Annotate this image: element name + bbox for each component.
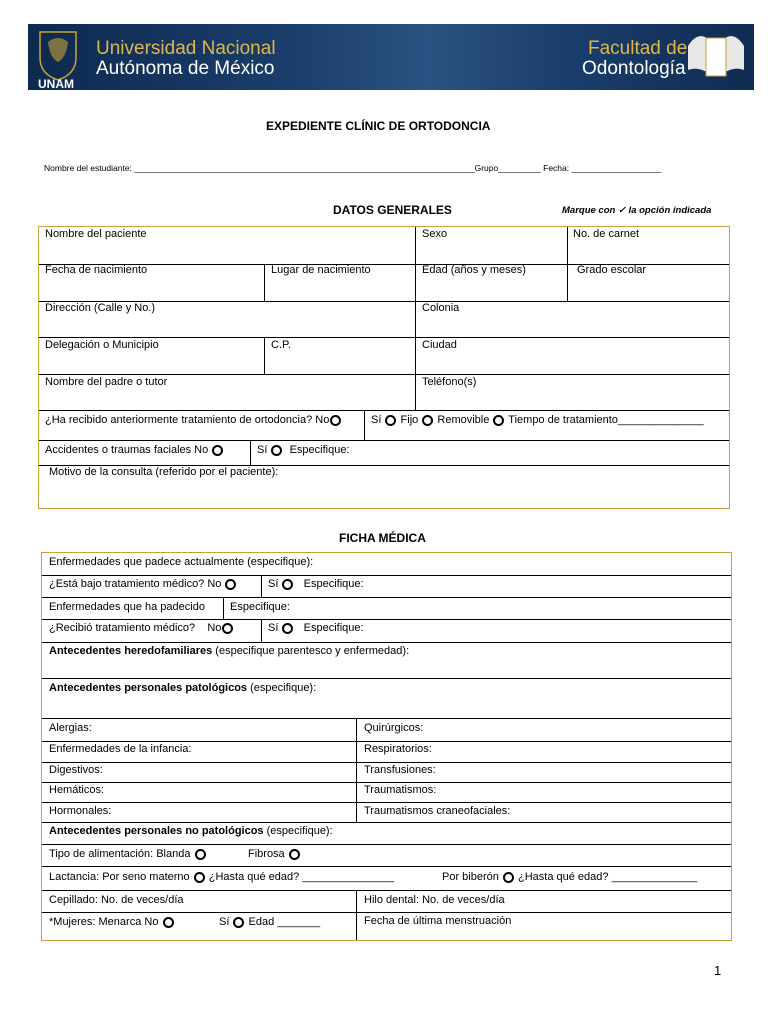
- field-padre-tutor[interactable]: Nombre del padre o tutor: [45, 376, 168, 388]
- removible-option-radio[interactable]: [493, 415, 504, 426]
- hasta-edad-biberon-field[interactable]: ¿Hasta qué edad? ______________: [518, 871, 698, 883]
- field-lugar-nacimiento[interactable]: Lugar de nacimiento: [271, 264, 371, 276]
- fibrosa-radio[interactable]: [289, 849, 300, 860]
- field-cp[interactable]: C.P.: [271, 339, 291, 351]
- enfermedades-actuales-field[interactable]: Enfermedades que padece actualmente (especifique):: [49, 556, 314, 568]
- tratamiento-medico-options: [268, 578, 364, 590]
- tiempo-tratamiento-field[interactable]: Tiempo de tratamiento______________: [508, 414, 704, 426]
- menstruacion-field[interactable]: Fecha de última menstruación: [364, 915, 512, 927]
- fijo-option-radio[interactable]: [422, 415, 433, 426]
- faculty-name-line1: Facultad de: [588, 38, 688, 59]
- accidentes-row: [45, 444, 224, 456]
- recibio-si-radio[interactable]: [282, 623, 293, 634]
- document-title: EXPEDIENTE CLÍNIC DE ORTODONCIA: [266, 119, 491, 133]
- field-direccion[interactable]: Dirección (Calle y No.): [45, 302, 156, 314]
- recibio-no-radio[interactable]: [222, 623, 233, 634]
- field-colonia[interactable]: Colonia: [422, 302, 460, 314]
- enfermedades-padecidas-label: Enfermedades que ha padecido: [49, 601, 205, 613]
- field-ciudad[interactable]: Ciudad: [422, 339, 457, 351]
- biberon-radio[interactable]: [503, 872, 514, 883]
- tratamiento-medico-no-radio[interactable]: [225, 579, 236, 590]
- alergias-field[interactable]: Alergias:: [49, 722, 92, 734]
- hasta-edad-seno-field[interactable]: ¿Hasta qué edad? _______________: [208, 871, 395, 883]
- field-sexo[interactable]: Sexo: [422, 228, 448, 240]
- recibio-tratamiento-row: [49, 622, 234, 634]
- no-patologicos-field[interactable]: Antecedentes personales no patológicos (especifique):: [49, 825, 333, 837]
- lactancia-label: Lactancia: Por seno materno: [49, 871, 190, 883]
- enfermedades-padecidas-field[interactable]: Especifique:: [230, 601, 290, 613]
- si-label: Sí: [257, 444, 268, 456]
- heredofamiliares-field[interactable]: Antecedentes heredofamiliares (especifique parentesco y enfermedad):: [49, 645, 410, 657]
- quirurgicos-field[interactable]: Quirúrgicos:: [364, 722, 424, 734]
- ficha-medica-title: FICHA MÉDICA: [339, 531, 426, 545]
- menarca-label: *Mujeres: Menarca No: [49, 916, 159, 928]
- si-option-radio[interactable]: [385, 415, 396, 426]
- patologicos-field[interactable]: Antecedentes personales patológicos (especifique):: [49, 682, 317, 694]
- cepillado-field[interactable]: Cepillado: No. de veces/día: [49, 894, 184, 906]
- field-edad[interactable]: Edad (años y meses): [422, 264, 526, 276]
- field-telefono[interactable]: Teléfono(s): [422, 376, 477, 388]
- no-option-radio[interactable]: [330, 415, 341, 426]
- accidentes-options: [257, 444, 350, 456]
- tratamiento-medico-si-radio[interactable]: [282, 579, 293, 590]
- datos-generales-title: DATOS GENERALES: [333, 203, 452, 217]
- traumatismos-craneofaciales-field[interactable]: Traumatismos craneofaciales:: [364, 805, 511, 817]
- transfusiones-field[interactable]: Transfusiones:: [364, 764, 436, 776]
- no-label: No: [207, 622, 222, 634]
- unam-label: UNAM: [38, 77, 74, 91]
- traumatismos-field[interactable]: Traumatismos:: [364, 784, 437, 796]
- biberon-option: [442, 871, 697, 883]
- recibio-options: [268, 622, 364, 634]
- tratamiento-medico-question: ¿Está bajo tratamiento médico? No: [49, 578, 222, 590]
- infancia-field[interactable]: Enfermedades de la infancia:: [49, 743, 192, 755]
- seno-materno-radio[interactable]: [194, 872, 205, 883]
- field-grado-escolar[interactable]: Grado escolar: [577, 264, 647, 276]
- alimentacion-label: Tipo de alimentación: Blanda: [49, 848, 191, 860]
- alimentacion-row: [49, 848, 207, 860]
- menarca-row: [49, 916, 175, 928]
- respiratorios-field[interactable]: Respiratorios:: [364, 743, 432, 755]
- removible-label: Removible: [437, 414, 490, 426]
- tratamiento-medico-row: [49, 578, 237, 590]
- university-name-line1: Universidad Nacional: [96, 38, 276, 59]
- instruction-note: Marque con ✓ la opción indicada: [562, 205, 712, 216]
- digestivos-field[interactable]: Digestivos:: [49, 764, 103, 776]
- field-fecha-nacimiento[interactable]: Fecha de nacimiento: [45, 264, 148, 276]
- especifique-field[interactable]: Especifique:: [303, 622, 364, 634]
- recibio-question: ¿Recibió tratamiento médico?: [49, 622, 196, 634]
- field-motivo-consulta[interactable]: Motivo de la consulta (referido por el paciente):: [49, 466, 279, 478]
- fijo-label: Fijo: [400, 414, 419, 426]
- hilo-dental-field[interactable]: Hilo dental: No. de veces/día: [364, 894, 505, 906]
- hematicos-field[interactable]: Hemáticos:: [49, 784, 105, 796]
- university-name-line2: Autónoma de México: [96, 58, 275, 79]
- menarca-options: [219, 916, 320, 928]
- accidentes-question: Accidentes o traumas faciales No: [45, 444, 209, 456]
- fibrosa-label: Fibrosa: [248, 848, 285, 860]
- fibrosa-option: [248, 848, 301, 860]
- student-line: Nombre del estudiante: ________________________________________________________________________Grupo_________ Fecha: ___________________: [44, 163, 662, 173]
- especifique-field[interactable]: Especifique:: [289, 444, 350, 456]
- si-label: Sí: [268, 578, 279, 590]
- blanda-radio[interactable]: [195, 849, 206, 860]
- si-label: Sí: [371, 414, 382, 426]
- accidentes-si-radio[interactable]: [271, 445, 282, 456]
- accidentes-no-radio[interactable]: [212, 445, 223, 456]
- page-number: 1: [714, 963, 722, 978]
- lactancia-row: [49, 871, 394, 883]
- field-paciente[interactable]: Nombre del paciente: [45, 228, 147, 240]
- especifique-field[interactable]: Especifique:: [303, 578, 364, 590]
- field-carnet[interactable]: No. de carnet: [573, 228, 640, 240]
- tratamiento-question: ¿Ha recibido anteriormente tratamiento de ortodoncia? No: [45, 414, 330, 426]
- tratamiento-ortodoncia-row: [45, 414, 342, 426]
- faculty-name-line2: Odontología: [582, 58, 686, 79]
- menarca-no-radio[interactable]: [163, 917, 174, 928]
- menarca-si-radio[interactable]: [233, 917, 244, 928]
- header-banner: [28, 24, 754, 90]
- hormonales-field[interactable]: Hormonales:: [49, 805, 112, 817]
- si-label: Sí: [268, 622, 279, 634]
- field-delegacion[interactable]: Delegación o Municipio: [45, 339, 159, 351]
- tratamiento-options: [371, 414, 704, 426]
- faculty-crest-icon: [684, 26, 748, 88]
- menarca-edad-field[interactable]: Edad _______: [248, 916, 321, 928]
- si-label: Sí: [219, 916, 230, 928]
- biberon-label: Por biberón: [442, 871, 499, 883]
